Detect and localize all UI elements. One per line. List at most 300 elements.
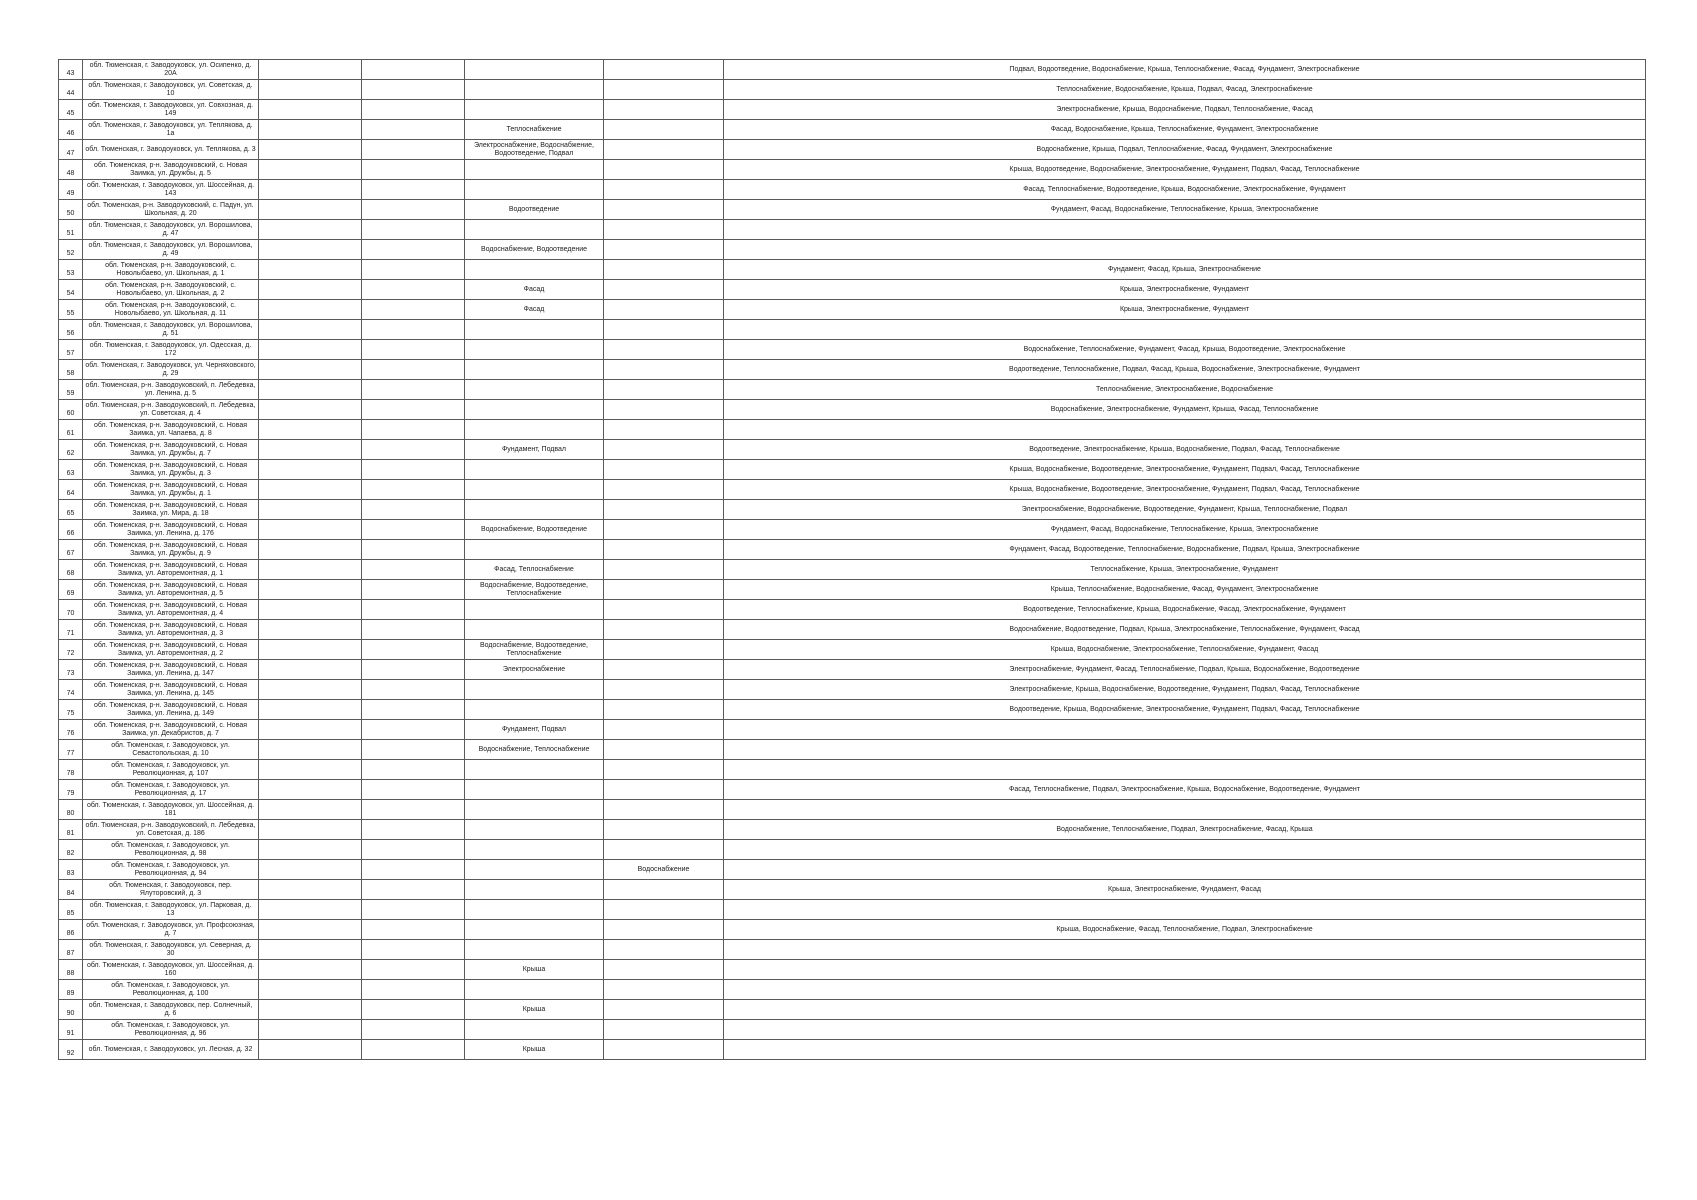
table-row xyxy=(59,460,1646,480)
address-cell: обл. Тюменская, г. Заводоуковск, ул. Советская, д. 10 xyxy=(83,80,259,100)
column-6-cell xyxy=(604,80,724,100)
work-types-cell xyxy=(465,760,604,780)
work-types-cell xyxy=(465,360,604,380)
table-row xyxy=(59,820,1646,840)
column-6-cell: Водоснабжение xyxy=(604,860,724,880)
table-row xyxy=(59,420,1646,440)
column-4-cell xyxy=(362,780,465,800)
work-types-cell xyxy=(465,780,604,800)
row-number-cell: 68 xyxy=(59,560,83,580)
row-number-cell: 58 xyxy=(59,360,83,380)
column-3-cell xyxy=(259,820,362,840)
column-3-cell xyxy=(259,80,362,100)
row-number-cell: 70 xyxy=(59,600,83,620)
address-cell: обл. Тюменская, г. Заводоуковск, ул. Революционная, д. 94 xyxy=(83,860,259,880)
row-number-cell: 43 xyxy=(59,60,83,80)
column-3-cell xyxy=(259,460,362,480)
column-3-cell xyxy=(259,100,362,120)
address-cell: обл. Тюменская, р-н. Заводоуковский, с. Новая Заимка, ул. Дружбы, д. 5 xyxy=(83,160,259,180)
table-row xyxy=(59,360,1646,380)
row-number-cell: 55 xyxy=(59,300,83,320)
row-number-cell: 63 xyxy=(59,460,83,480)
column-3-cell xyxy=(259,540,362,560)
work-types-cell xyxy=(465,100,604,120)
column-3-cell xyxy=(259,560,362,580)
column-6-cell xyxy=(604,900,724,920)
address-cell: обл. Тюменская, р-н. Заводоуковский, с. Новолыбаево, ул. Школьная, д. 1 xyxy=(83,260,259,280)
column-6-cell xyxy=(604,540,724,560)
column-3-cell xyxy=(259,880,362,900)
address-cell: обл. Тюменская, г. Заводоуковск, ул. Осипенко, д. 20А xyxy=(83,60,259,80)
planned-works-cell xyxy=(724,860,1646,880)
address-cell: обл. Тюменская, р-н. Заводоуковский, с. Новая Заимка, ул. Ленина, д. 176 xyxy=(83,520,259,540)
column-4-cell xyxy=(362,140,465,160)
address-cell: обл. Тюменская, г. Заводоуковск, ул. Одесская, д. 172 xyxy=(83,340,259,360)
address-cell: обл. Тюменская, г. Заводоуковск, ул. Профсоюзная, д. 7 xyxy=(83,920,259,940)
column-6-cell xyxy=(604,400,724,420)
table-row xyxy=(59,160,1646,180)
work-types-cell xyxy=(465,380,604,400)
column-6-cell xyxy=(604,1020,724,1040)
work-types-cell xyxy=(465,540,604,560)
address-cell: обл. Тюменская, г. Заводоуковск, пер. Солнечный, д. 6 xyxy=(83,1000,259,1020)
work-types-cell xyxy=(465,260,604,280)
table-row xyxy=(59,400,1646,420)
address-cell: обл. Тюменская, р-н. Заводоуковский, с. Падун, ул. Школьная, д. 20 xyxy=(83,200,259,220)
column-4-cell xyxy=(362,540,465,560)
column-3-cell xyxy=(259,720,362,740)
column-6-cell xyxy=(604,720,724,740)
planned-works-cell xyxy=(724,420,1646,440)
column-4-cell xyxy=(362,200,465,220)
work-types-cell: Водоснабжение, Водоотведение, Теплоснабжение xyxy=(465,640,604,660)
row-number-cell: 50 xyxy=(59,200,83,220)
column-4-cell xyxy=(362,860,465,880)
planned-works-cell: Теплоснабжение, Электроснабжение, Водоснабжение xyxy=(724,380,1646,400)
row-number-cell: 76 xyxy=(59,720,83,740)
column-6-cell xyxy=(604,680,724,700)
planned-works-cell: Фасад, Водоснабжение, Крыша, Теплоснабжение, Фундамент, Электроснабжение xyxy=(724,120,1646,140)
address-cell: обл. Тюменская, г. Заводоуковск, ул. Революционная, д. 107 xyxy=(83,760,259,780)
address-cell: обл. Тюменская, г. Заводоуковск, ул. Ворошилова, д. 47 xyxy=(83,220,259,240)
planned-works-cell xyxy=(724,320,1646,340)
planned-works-cell: Электроснабжение, Крыша, Водоснабжение, Подвал, Теплоснабжение, Фасад xyxy=(724,100,1646,120)
column-3-cell xyxy=(259,220,362,240)
table-row xyxy=(59,540,1646,560)
planned-works-cell: Крыша, Водоснабжение, Водоотведение, Электроснабжение, Фундамент, Подвал, Фасад, Теплоснабжение xyxy=(724,480,1646,500)
column-3-cell xyxy=(259,260,362,280)
work-types-cell xyxy=(465,320,604,340)
column-3-cell xyxy=(259,620,362,640)
work-types-cell xyxy=(465,800,604,820)
table-row xyxy=(59,960,1646,980)
column-6-cell xyxy=(604,60,724,80)
row-number-cell: 91 xyxy=(59,1020,83,1040)
address-cell: обл. Тюменская, р-н. Заводоуковский, с. Новая Заимка, ул. Дружбы, д. 1 xyxy=(83,480,259,500)
column-3-cell xyxy=(259,900,362,920)
column-3-cell xyxy=(259,1020,362,1040)
column-3-cell xyxy=(259,660,362,680)
work-types-cell xyxy=(465,880,604,900)
address-cell: обл. Тюменская, г. Заводоуковск, ул. Шоссейная, д. 181 xyxy=(83,800,259,820)
planned-works-cell xyxy=(724,1040,1646,1060)
address-cell: обл. Тюменская, р-н. Заводоуковский, с. Новолыбаево, ул. Школьная, д. 2 xyxy=(83,280,259,300)
column-3-cell xyxy=(259,840,362,860)
planned-works-cell xyxy=(724,1020,1646,1040)
column-4-cell xyxy=(362,180,465,200)
address-cell: обл. Тюменская, г. Заводоуковск, пер. Ялуторовский, д. 3 xyxy=(83,880,259,900)
address-cell: обл. Тюменская, р-н. Заводоуковский, с. Новая Заимка, ул. Авторемонтная, д. 5 xyxy=(83,580,259,600)
planned-works-cell: Крыша, Водоотведение, Водоснабжение, Электроснабжение, Фундамент, Подвал, Фасад, Теплоснабжение xyxy=(724,160,1646,180)
work-types-cell: Водоотведение xyxy=(465,200,604,220)
column-6-cell xyxy=(604,800,724,820)
work-types-cell xyxy=(465,900,604,920)
table-row xyxy=(59,240,1646,260)
address-cell: обл. Тюменская, р-н. Заводоуковский, с. Новая Заимка, ул. Авторемонтная, д. 2 xyxy=(83,640,259,660)
row-number-cell: 73 xyxy=(59,660,83,680)
column-4-cell xyxy=(362,260,465,280)
column-6-cell xyxy=(604,700,724,720)
planned-works-cell: Водоотведение, Теплоснабжение, Крыша, Водоснабжение, Фасад, Электроснабжение, Фундамент xyxy=(724,600,1646,620)
row-number-cell: 61 xyxy=(59,420,83,440)
column-4-cell xyxy=(362,960,465,980)
column-4-cell xyxy=(362,380,465,400)
table-row xyxy=(59,700,1646,720)
table-row xyxy=(59,580,1646,600)
column-3-cell xyxy=(259,160,362,180)
work-types-cell xyxy=(465,80,604,100)
work-types-cell xyxy=(465,1020,604,1040)
column-6-cell xyxy=(604,500,724,520)
column-6-cell xyxy=(604,360,724,380)
column-4-cell xyxy=(362,160,465,180)
table-row xyxy=(59,800,1646,820)
column-6-cell xyxy=(604,960,724,980)
column-4-cell xyxy=(362,740,465,760)
row-number-cell: 49 xyxy=(59,180,83,200)
address-cell: обл. Тюменская, р-н. Заводоуковский, с. Новая Заимка, ул. Ленина, д. 147 xyxy=(83,660,259,680)
planned-works-cell: Водоснабжение, Теплоснабжение, Подвал, Электроснабжение, Фасад, Крыша xyxy=(724,820,1646,840)
work-types-cell xyxy=(465,820,604,840)
address-cell: обл. Тюменская, р-н. Заводоуковский, с. Новая Заимка, ул. Ленина, д. 145 xyxy=(83,680,259,700)
column-6-cell xyxy=(604,640,724,660)
column-4-cell xyxy=(362,120,465,140)
column-6-cell xyxy=(604,120,724,140)
column-3-cell xyxy=(259,240,362,260)
column-6-cell xyxy=(604,460,724,480)
planned-works-cell: Фундамент, Фасад, Водоотведение, Теплоснабжение, Водоснабжение, Подвал, Крыша, Электроснабжение xyxy=(724,540,1646,560)
column-4-cell xyxy=(362,560,465,580)
column-3-cell xyxy=(259,440,362,460)
planned-works-cell: Подвал, Водоотведение, Водоснабжение, Крыша, Теплоснабжение, Фасад, Фундамент, Электроснабжение xyxy=(724,60,1646,80)
row-number-cell: 56 xyxy=(59,320,83,340)
table-row xyxy=(59,640,1646,660)
work-types-cell: Фундамент, Подвал xyxy=(465,440,604,460)
column-3-cell xyxy=(259,860,362,880)
row-number-cell: 81 xyxy=(59,820,83,840)
column-4-cell xyxy=(362,720,465,740)
row-number-cell: 92 xyxy=(59,1040,83,1060)
planned-works-cell: Водоснабжение, Теплоснабжение, Фундамент, Фасад, Крыша, Водоотведение, Электроснабжение xyxy=(724,340,1646,360)
column-6-cell xyxy=(604,300,724,320)
row-number-cell: 53 xyxy=(59,260,83,280)
work-types-cell xyxy=(465,60,604,80)
row-number-cell: 54 xyxy=(59,280,83,300)
column-4-cell xyxy=(362,820,465,840)
table-row xyxy=(59,380,1646,400)
work-types-cell xyxy=(465,700,604,720)
planned-works-cell: Теплоснабжение, Крыша, Электроснабжение, Фундамент xyxy=(724,560,1646,580)
column-6-cell xyxy=(604,320,724,340)
table-row xyxy=(59,60,1646,80)
column-6-cell xyxy=(604,240,724,260)
work-types-cell: Электроснабжение xyxy=(465,660,604,680)
table-row xyxy=(59,1040,1646,1060)
row-number-cell: 84 xyxy=(59,880,83,900)
column-4-cell xyxy=(362,80,465,100)
planned-works-cell: Крыша, Теплоснабжение, Водоснабжение, Фасад, Фундамент, Электроснабжение xyxy=(724,580,1646,600)
column-6-cell xyxy=(604,440,724,460)
work-types-cell xyxy=(465,500,604,520)
column-4-cell xyxy=(362,980,465,1000)
table-row xyxy=(59,900,1646,920)
row-number-cell: 75 xyxy=(59,700,83,720)
row-number-cell: 85 xyxy=(59,900,83,920)
table-row xyxy=(59,780,1646,800)
column-6-cell xyxy=(604,1000,724,1020)
column-3-cell xyxy=(259,360,362,380)
work-types-cell: Теплоснабжение xyxy=(465,120,604,140)
work-types-cell xyxy=(465,940,604,960)
row-number-cell: 52 xyxy=(59,240,83,260)
column-6-cell xyxy=(604,220,724,240)
address-cell: обл. Тюменская, г. Заводоуковск, ул. Севастопольская, д. 10 xyxy=(83,740,259,760)
work-types-cell: Фасад, Теплоснабжение xyxy=(465,560,604,580)
address-cell: обл. Тюменская, г. Заводоуковск, ул. Революционная, д. 17 xyxy=(83,780,259,800)
row-number-cell: 88 xyxy=(59,960,83,980)
work-types-cell: Водоснабжение, Водоотведение, Теплоснабжение xyxy=(465,580,604,600)
address-cell: обл. Тюменская, р-н. Заводоуковский, с. Новая Заимка, ул. Авторемонтная, д. 4 xyxy=(83,600,259,620)
planned-works-cell: Фундамент, Фасад, Водоснабжение, Теплоснабжение, Крыша, Электроснабжение xyxy=(724,200,1646,220)
column-6-cell xyxy=(604,780,724,800)
table-row xyxy=(59,880,1646,900)
column-4-cell xyxy=(362,620,465,640)
column-3-cell xyxy=(259,740,362,760)
table-row xyxy=(59,500,1646,520)
column-3-cell xyxy=(259,200,362,220)
column-3-cell xyxy=(259,760,362,780)
planned-works-cell xyxy=(724,940,1646,960)
planned-works-cell: Фасад, Теплоснабжение, Подвал, Электроснабжение, Крыша, Водоснабжение, Водоотведение, Фундамент xyxy=(724,780,1646,800)
planned-works-cell: Электроснабжение, Фундамент, Фасад, Теплоснабжение, Подвал, Крыша, Водоснабжение, Водоотведение xyxy=(724,660,1646,680)
column-3-cell xyxy=(259,280,362,300)
planned-works-cell: Водоотведение, Теплоснабжение, Подвал, Фасад, Крыша, Водоснабжение, Электроснабжение, Фундамент xyxy=(724,360,1646,380)
table-row xyxy=(59,100,1646,120)
planned-works-cell xyxy=(724,840,1646,860)
column-6-cell xyxy=(604,740,724,760)
address-cell: обл. Тюменская, р-н. Заводоуковский, с. Новая Заимка, ул. Чапаева, д. 8 xyxy=(83,420,259,440)
column-6-cell xyxy=(604,100,724,120)
row-number-cell: 90 xyxy=(59,1000,83,1020)
row-number-cell: 80 xyxy=(59,800,83,820)
column-3-cell xyxy=(259,780,362,800)
table-row xyxy=(59,1000,1646,1020)
row-number-cell: 57 xyxy=(59,340,83,360)
column-6-cell xyxy=(604,760,724,780)
column-6-cell xyxy=(604,420,724,440)
work-types-cell: Крыша xyxy=(465,1000,604,1020)
table-row xyxy=(59,280,1646,300)
row-number-cell: 89 xyxy=(59,980,83,1000)
planned-works-cell: Крыша, Водоснабжение, Электроснабжение, Теплоснабжение, Фундамент, Фасад xyxy=(724,640,1646,660)
address-cell: обл. Тюменская, р-н. Заводоуковский, с. Новая Заимка, ул. Дружбы, д. 3 xyxy=(83,460,259,480)
work-types-cell xyxy=(465,680,604,700)
column-4-cell xyxy=(362,480,465,500)
column-4-cell xyxy=(362,460,465,480)
planned-works-cell: Крыша, Электроснабжение, Фундамент xyxy=(724,280,1646,300)
column-4-cell xyxy=(362,440,465,460)
planned-works-cell: Водоснабжение, Водоотведение, Подвал, Крыша, Электроснабжение, Теплоснабжение, Фундамент, Фасад xyxy=(724,620,1646,640)
table-row xyxy=(59,440,1646,460)
row-number-cell: 67 xyxy=(59,540,83,560)
column-3-cell xyxy=(259,700,362,720)
work-types-cell: Фундамент, Подвал xyxy=(465,720,604,740)
column-4-cell xyxy=(362,1020,465,1040)
planned-works-cell xyxy=(724,900,1646,920)
table-row xyxy=(59,840,1646,860)
address-cell: обл. Тюменская, р-н. Заводоуковский, п. Лебедевка, ул. Советская, д. 4 xyxy=(83,400,259,420)
planned-works-cell xyxy=(724,760,1646,780)
planned-works-cell xyxy=(724,740,1646,760)
row-number-cell: 60 xyxy=(59,400,83,420)
work-types-cell xyxy=(465,160,604,180)
column-4-cell xyxy=(362,500,465,520)
work-types-cell: Крыша xyxy=(465,1040,604,1060)
column-3-cell xyxy=(259,500,362,520)
work-types-cell xyxy=(465,220,604,240)
column-3-cell xyxy=(259,800,362,820)
column-4-cell xyxy=(362,640,465,660)
work-types-cell xyxy=(465,180,604,200)
column-6-cell xyxy=(604,180,724,200)
column-4-cell xyxy=(362,580,465,600)
column-4-cell xyxy=(362,940,465,960)
column-3-cell xyxy=(259,580,362,600)
planned-works-cell: Крыша, Электроснабжение, Фундамент xyxy=(724,300,1646,320)
column-4-cell xyxy=(362,920,465,940)
column-6-cell xyxy=(604,380,724,400)
column-4-cell xyxy=(362,660,465,680)
table-row xyxy=(59,940,1646,960)
row-number-cell: 71 xyxy=(59,620,83,640)
table-row xyxy=(59,600,1646,620)
table-row xyxy=(59,980,1646,1000)
column-6-cell xyxy=(604,140,724,160)
column-4-cell xyxy=(362,360,465,380)
planned-works-cell: Водоотведение, Крыша, Водоснабжение, Электроснабжение, Фундамент, Подвал, Фасад, Теплоснабжение xyxy=(724,700,1646,720)
row-number-cell: 47 xyxy=(59,140,83,160)
address-cell: обл. Тюменская, г. Заводоуковск, ул. Революционная, д. 100 xyxy=(83,980,259,1000)
planned-works-cell: Фасад, Теплоснабжение, Водоотведение, Крыша, Водоснабжение, Электроснабжение, Фундамент xyxy=(724,180,1646,200)
work-types-cell xyxy=(465,600,604,620)
column-4-cell xyxy=(362,900,465,920)
table-row xyxy=(59,1020,1646,1040)
planned-works-cell xyxy=(724,240,1646,260)
planned-works-cell: Теплоснабжение, Водоснабжение, Крыша, Подвал, Фасад, Электроснабжение xyxy=(724,80,1646,100)
column-6-cell xyxy=(604,980,724,1000)
column-4-cell xyxy=(362,1000,465,1020)
table-row xyxy=(59,260,1646,280)
column-6-cell xyxy=(604,560,724,580)
column-4-cell xyxy=(362,320,465,340)
column-6-cell xyxy=(604,340,724,360)
work-types-cell xyxy=(465,400,604,420)
table-row xyxy=(59,180,1646,200)
table-body xyxy=(59,60,1646,1060)
column-4-cell xyxy=(362,60,465,80)
column-6-cell xyxy=(604,920,724,940)
planned-works-cell: Крыша, Водоснабжение, Водоотведение, Электроснабжение, Фундамент, Подвал, Фасад, Теплоснабжение xyxy=(724,460,1646,480)
column-6-cell xyxy=(604,480,724,500)
table-row xyxy=(59,200,1646,220)
row-number-cell: 77 xyxy=(59,740,83,760)
table-row xyxy=(59,660,1646,680)
planned-works-cell: Водоснабжение, Крыша, Подвал, Теплоснабжение, Фасад, Фундамент, Электроснабжение xyxy=(724,140,1646,160)
work-types-cell: Электроснабжение, Водоснабжение, Водоотведение, Подвал xyxy=(465,140,604,160)
row-number-cell: 64 xyxy=(59,480,83,500)
works-table xyxy=(58,59,1646,1060)
address-cell: обл. Тюменская, г. Заводоуковск, ул. Революционная, д. 96 xyxy=(83,1020,259,1040)
planned-works-cell: Электроснабжение, Водоснабжение, Водоотведение, Фундамент, Крыша, Теплоснабжение, Подвал xyxy=(724,500,1646,520)
table-row xyxy=(59,620,1646,640)
column-6-cell xyxy=(604,280,724,300)
column-6-cell xyxy=(604,600,724,620)
work-types-cell xyxy=(465,620,604,640)
column-3-cell xyxy=(259,920,362,940)
table-row xyxy=(59,120,1646,140)
table-row xyxy=(59,860,1646,880)
column-3-cell xyxy=(259,180,362,200)
column-6-cell xyxy=(604,520,724,540)
address-cell: обл. Тюменская, г. Заводоуковск, ул. Шоссейная, д. 160 xyxy=(83,960,259,980)
column-3-cell xyxy=(259,940,362,960)
column-4-cell xyxy=(362,240,465,260)
address-cell: обл. Тюменская, р-н. Заводоуковский, с. Новая Заимка, ул. Ленина, д. 149 xyxy=(83,700,259,720)
work-types-cell: Водоснабжение, Теплоснабжение xyxy=(465,740,604,760)
planned-works-cell xyxy=(724,720,1646,740)
column-3-cell xyxy=(259,140,362,160)
work-types-cell xyxy=(465,420,604,440)
work-types-cell xyxy=(465,460,604,480)
row-number-cell: 78 xyxy=(59,760,83,780)
column-6-cell xyxy=(604,820,724,840)
column-4-cell xyxy=(362,700,465,720)
row-number-cell: 45 xyxy=(59,100,83,120)
work-types-cell xyxy=(465,480,604,500)
planned-works-cell: Крыша, Электроснабжение, Фундамент, Фасад xyxy=(724,880,1646,900)
column-4-cell xyxy=(362,760,465,780)
address-cell: обл. Тюменская, р-н. Заводоуковский, с. Новолыбаево, ул. Школьная, д. 11 xyxy=(83,300,259,320)
address-cell: обл. Тюменская, г. Заводоуковск, ул. Теплякова, д. 3 xyxy=(83,140,259,160)
row-number-cell: 66 xyxy=(59,520,83,540)
row-number-cell: 62 xyxy=(59,440,83,460)
work-types-cell: Фасад xyxy=(465,300,604,320)
row-number-cell: 83 xyxy=(59,860,83,880)
address-cell: обл. Тюменская, г. Заводоуковск, ул. Ворошилова, д. 49 xyxy=(83,240,259,260)
column-6-cell xyxy=(604,620,724,640)
row-number-cell: 46 xyxy=(59,120,83,140)
table-row xyxy=(59,520,1646,540)
